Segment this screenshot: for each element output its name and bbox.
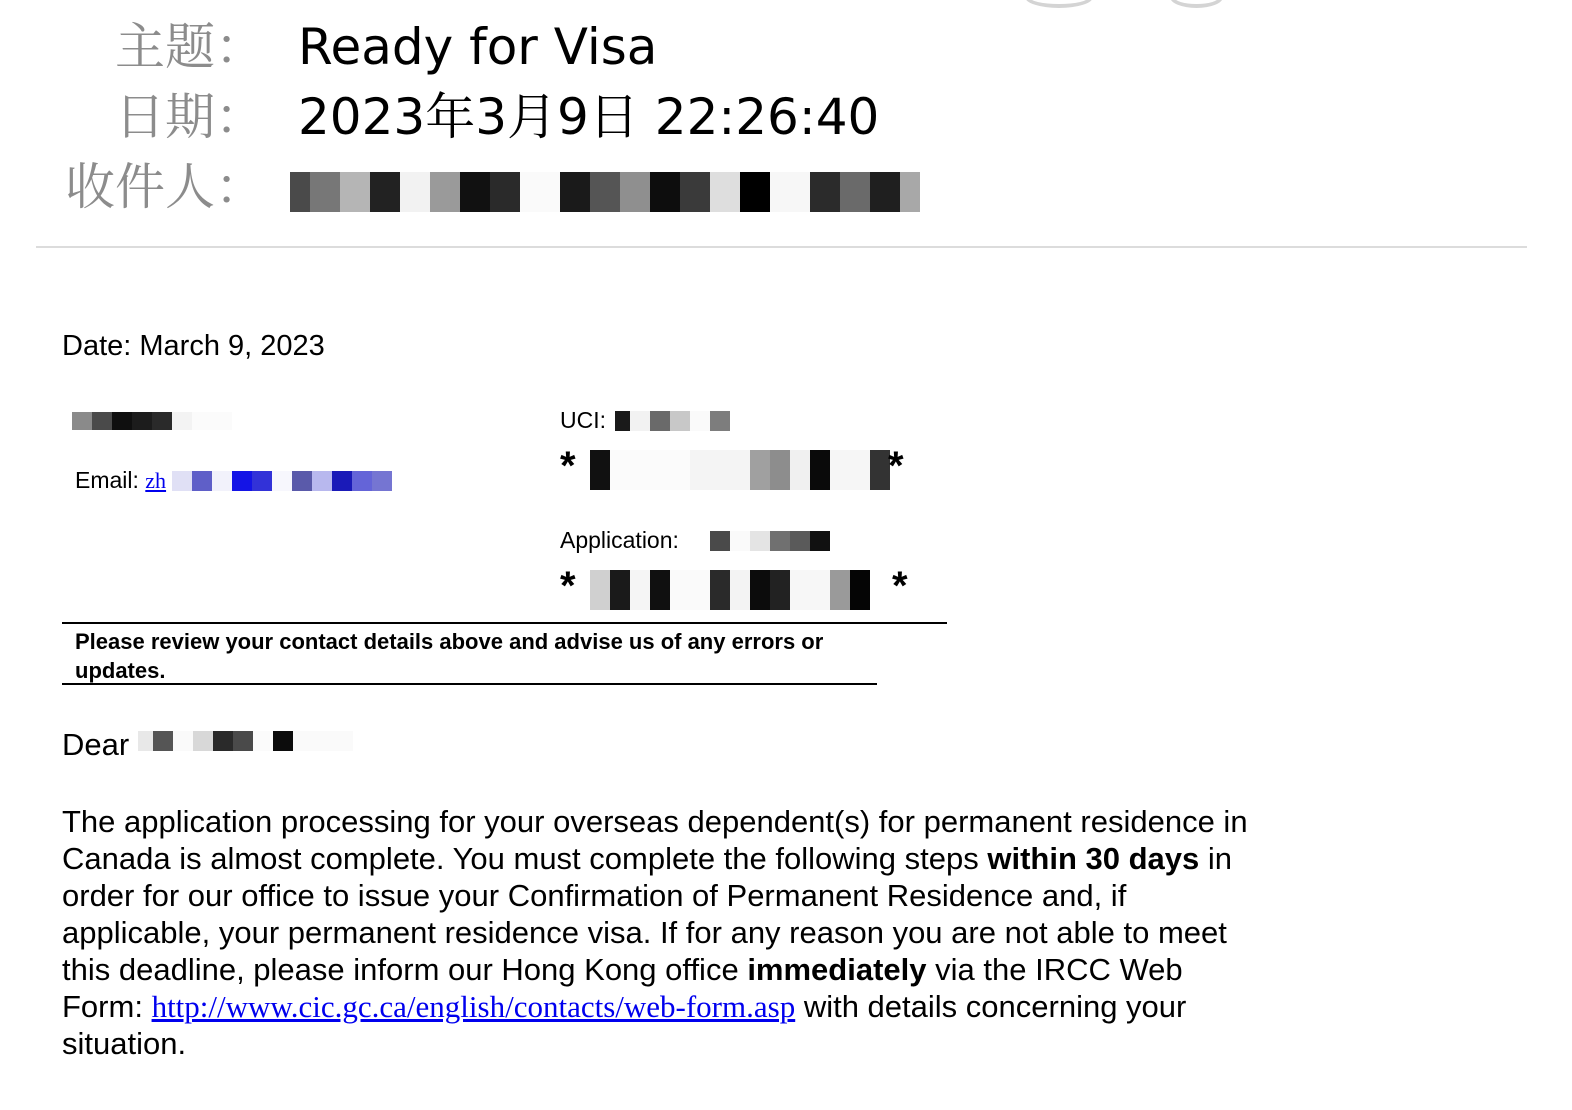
uci-label-redacted — [615, 411, 730, 431]
subject-value: Ready for Visa — [298, 18, 658, 76]
subject-label: 主题： — [115, 18, 265, 76]
email-label: Email: — [75, 467, 139, 493]
salutation-name-redacted — [138, 731, 353, 751]
email-row — [75, 467, 166, 494]
application-value-redacted — [590, 570, 890, 610]
notice-rule-bottom — [62, 683, 877, 685]
application-label-redacted — [710, 531, 830, 551]
application-label: Application: — [560, 527, 679, 553]
email-redacted[interactable] — [172, 471, 392, 491]
application-asterisk-left: * — [560, 564, 576, 608]
body-text-4: with details concerning your situation. — [62, 989, 1187, 1061]
subject-cutoff-arc — [1025, 0, 1093, 8]
notice-rule-top — [62, 622, 947, 624]
email-link[interactable]: zh — [145, 468, 167, 493]
letter-body-paragraph — [62, 803, 1262, 1062]
uci-asterisk-right: * — [888, 444, 904, 488]
uci-asterisk-left: * — [560, 444, 576, 488]
salutation: Dear — [62, 727, 130, 762]
body-text-1: The application processing for your overseas dependent(s) for permanent residence in Canada is almost complete. You must complete the following steps — [62, 804, 1248, 876]
body-emphasis-immediately: immediately — [747, 952, 927, 987]
application-asterisk-right: * — [892, 564, 908, 608]
body-text-3: via the IRCC Web Form: — [62, 952, 1183, 1024]
ircc-web-form-link[interactable]: http://www.cic.gc.ca/english/contacts/web-form.asp — [151, 989, 796, 1024]
date-label: 日期： — [115, 88, 265, 146]
subject-cutoff-arc-2 — [1170, 0, 1223, 8]
header-divider — [36, 246, 1527, 248]
body-emphasis-deadline: within 30 days — [987, 841, 1200, 876]
body-text-2: in order for our office to issue your Confirmation of Permanent Residence and, if applicable, your permanent residence visa. If for any reason you are not able to meet this deadline, please inform our Hong Kong office — [62, 841, 1232, 987]
recipient-label: 收件人： — [65, 158, 265, 216]
recipient-redacted — [290, 172, 950, 212]
contact-review-notice: Please review your contact details above and advise us of any errors or updates. — [75, 629, 824, 683]
uci-value-redacted — [590, 450, 890, 490]
uci-label: UCI: — [560, 407, 606, 433]
date-value: 2023年3月9日 22:26:40 — [298, 88, 880, 146]
name-redacted — [72, 412, 232, 430]
letter-date: Date: March 9, 2023 — [62, 330, 325, 362]
